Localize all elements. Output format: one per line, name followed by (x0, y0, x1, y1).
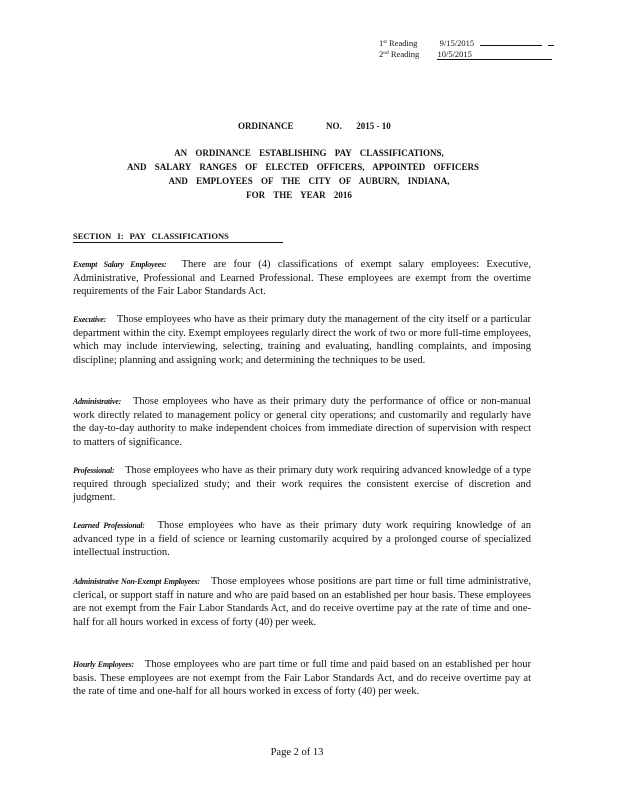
first-reading-ordinal: 1 (379, 38, 384, 48)
text-learned-professional: Those employees who have as their primary duty work requiring knowledge of an advanced type in a field of science or learning customarily acquired by a prolonged course of specialized intellectual instruction. (73, 520, 532, 559)
paragraph-executive (73, 313, 531, 367)
term-exempt-salary: Exempt Salary Employees: (73, 260, 167, 269)
first-reading-suffix: st (383, 39, 387, 45)
page-number: Page 2 of 13 (270, 747, 324, 758)
paragraph-hourly (73, 658, 531, 699)
term-hourly: Hourly Employees: (73, 660, 134, 669)
section-heading: SECTION I: PAY CLASSIFICATIONS (73, 231, 283, 243)
ordinance-no-label: NO. (326, 121, 342, 131)
term-learned-professional: Learned Professional: (73, 521, 145, 530)
term-executive: Executive: (73, 315, 107, 324)
text-professional: Those employees who have as their primary duty work requiring advanced knowledge of a type required through specialized study; and their work requires the consistent exercise of discretion and judgment. (73, 465, 531, 504)
text-executive: Those employees who have as their primary duty the management of the city itself or a particular department within the city. Exempt employees regularly direct the work of two or more full-time employees, which may include interviewing, selecting, training and evaluating, handling complaints, and imposing discipline; planning and assigning work; and determining the techniques to be used. (73, 314, 532, 366)
term-administrative-non-exempt: Administrative Non-Exempt Employees: (73, 577, 200, 586)
ordinance-number: 2015 - 10 (356, 121, 391, 131)
term-administrative: Administrative: (73, 397, 122, 406)
first-reading-label: Reading (389, 38, 418, 48)
text-exempt-salary: There are four (4) classifications of exempt salary employees: Executive, Administrative, Professional and Learned Professional. These employees are exempt from the overtime requirements of the Fair Labor Standards Act. (73, 259, 531, 298)
first-reading-tail-line (548, 37, 554, 46)
second-reading-ordinal: 2 (379, 49, 384, 59)
heading-line-3: AND EMPLOYEES OF THE CITY OF AUBURN, INDIANA, (168, 176, 450, 186)
paragraph-administrative-non-exempt (73, 575, 531, 629)
first-reading-signature-line (480, 37, 542, 46)
paragraph-learned-professional (73, 519, 531, 560)
paragraph-professional (73, 464, 531, 505)
second-reading-date: 10/5/2015 (437, 49, 551, 60)
ordinance-title (238, 121, 391, 131)
second-reading-line (379, 48, 552, 60)
heading-line-2: AND SALARY RANGES OF ELECTED OFFICERS, APPOINTED OFFICERS (126, 162, 480, 172)
term-professional: Professional: (73, 466, 115, 475)
paragraph-exempt-salary (73, 258, 531, 299)
heading-line-1: AN ORDINANCE ESTABLISHING PAY CLASSIFICATIONS, (174, 148, 444, 158)
ordinance-label: ORDINANCE (238, 121, 294, 131)
second-reading-suffix: nd (383, 50, 389, 56)
first-reading-date: 9/15/2015 (439, 38, 475, 48)
text-hourly: Those employees who are part time or full time and paid based on an established per hour basis. These employees are not exempt from the Fair Labor Standards Act, and do receive overtime pay at the rate of time and one-half for all hours worked in excess of forty (40) per week. (73, 659, 531, 698)
heading-line-4: FOR THE YEAR 2016 (246, 190, 352, 200)
paragraph-administrative (73, 395, 531, 449)
text-administrative: Those employees who have as their primary duty the performance of office or non-manual work directly related to management policy or general city operations; and customarily and regularly have the day-to-day authority to make independent choices from immediate direction of supervision with respect to matters of significance. (73, 396, 532, 448)
text-administrative-non-exempt: Those employees whose positions are part time or full time administrative, clerical, or support staff in nature and who are paid based on an established per hour basis. These employees are not exempt from the Fair Labor Standards Act, and do receive overtime pay at the rate of time and one-half for all hours worked in excess of forty (40) per week. (73, 576, 531, 628)
second-reading-label: Reading (390, 49, 420, 59)
